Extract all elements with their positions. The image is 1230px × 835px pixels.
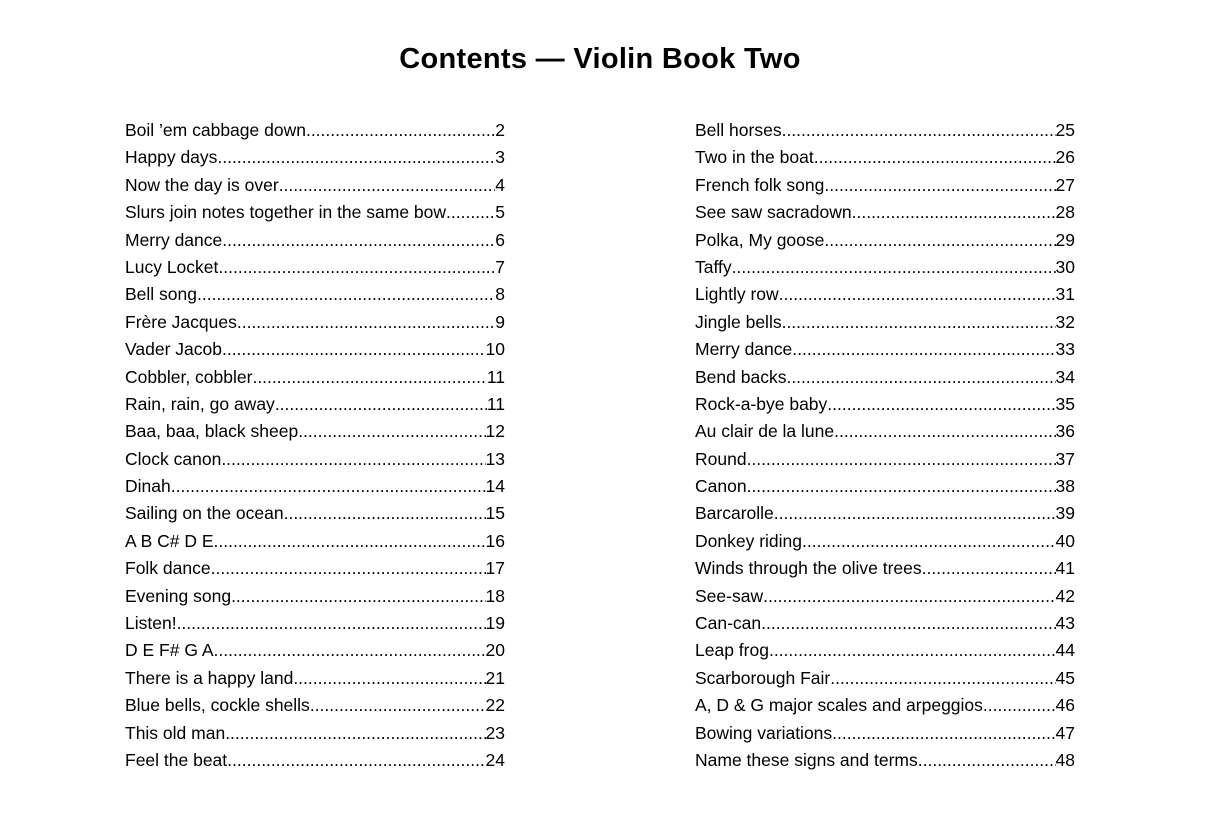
toc-entry xyxy=(695,665,1075,692)
toc-entry-label: Sailing on the ocean xyxy=(125,503,284,524)
toc-entry-page-number: 12 xyxy=(485,421,505,442)
toc-entry-page-number: 11 xyxy=(486,366,505,387)
toc-entry-page-number: 36 xyxy=(1055,421,1075,442)
toc-entry-label: Jingle bells xyxy=(695,311,782,332)
toc-dot-leader xyxy=(747,473,1056,500)
toc-entry-page-number: 4 xyxy=(495,174,505,195)
toc-entry-page-number: 44 xyxy=(1055,640,1075,661)
toc-entry-label: Bell horses xyxy=(695,120,782,140)
toc-entry xyxy=(125,720,505,747)
toc-entry xyxy=(125,747,505,774)
toc-entry-page-number: 46 xyxy=(1055,695,1075,716)
toc-entry xyxy=(125,309,505,336)
toc-dot-leader xyxy=(922,555,1056,582)
toc-entry xyxy=(125,144,505,171)
toc-entry-page-number: 15 xyxy=(485,503,505,524)
toc-column-left xyxy=(125,117,505,774)
toc-dot-leader xyxy=(830,665,1055,692)
toc-entry-page-number: 23 xyxy=(485,722,505,743)
toc-entry-label: Clock canon xyxy=(125,448,222,469)
toc-entry-label: Merry dance xyxy=(125,229,223,250)
toc-entry xyxy=(695,144,1075,171)
toc-entry-label: Donkey riding xyxy=(695,530,802,551)
toc-entry-label: Now the day is over xyxy=(125,174,279,195)
toc-entry xyxy=(125,583,505,610)
toc-entry-page-number: 11 xyxy=(486,393,505,414)
toc-entry-page-number: 21 xyxy=(485,667,505,688)
toc-entry-label: Cobbler, cobbler xyxy=(125,366,253,387)
toc-entry xyxy=(125,500,505,527)
toc-entry-label: Feel the beat xyxy=(125,749,228,770)
toc-entry-page-number: 35 xyxy=(1055,393,1075,414)
toc-entry xyxy=(695,227,1075,254)
toc-dot-leader xyxy=(834,418,1055,445)
toc-entry xyxy=(695,555,1075,582)
toc-entry xyxy=(695,199,1075,226)
toc-dot-leader xyxy=(252,364,486,391)
toc-entry-label: Can-can xyxy=(695,613,762,634)
toc-entry xyxy=(125,418,505,445)
toc-entry-label: Slurs join notes together in the same bow xyxy=(125,202,447,223)
toc-entry xyxy=(125,254,505,281)
toc-dot-leader xyxy=(852,199,1056,226)
toc-entry xyxy=(695,720,1075,747)
toc-entry-page-number: 43 xyxy=(1055,613,1075,634)
toc-entry xyxy=(695,446,1075,473)
toc-entry xyxy=(125,446,505,473)
toc-dot-leader xyxy=(782,117,1056,144)
toc-entry-page-number: 33 xyxy=(1055,339,1075,360)
toc-entry-page-number: 19 xyxy=(485,613,505,634)
toc-dot-leader xyxy=(782,309,1056,336)
toc-entry-label: Canon xyxy=(695,476,747,497)
toc-entry-label: Dinah xyxy=(125,476,171,497)
toc-entry-label: Boil ’em cabbage down xyxy=(125,120,306,140)
toc-entry-page-number: 3 xyxy=(495,147,505,168)
toc-dot-leader xyxy=(231,583,485,610)
toc-entry xyxy=(695,418,1075,445)
toc-dot-leader xyxy=(779,281,1056,308)
toc-entry-page-number: 28 xyxy=(1055,202,1075,223)
toc-entry-page-number: 25 xyxy=(1055,120,1075,140)
toc-entry-label: D E F# G A xyxy=(125,640,214,661)
toc-dot-leader xyxy=(214,637,486,664)
toc-entry-label: Lightly row xyxy=(695,284,779,305)
toc-dot-leader xyxy=(225,720,485,747)
toc-entry-label: Frère Jacques xyxy=(125,311,237,332)
toc-entry-page-number: 32 xyxy=(1055,311,1075,332)
toc-entry xyxy=(125,528,505,555)
toc-dot-leader xyxy=(732,254,1056,281)
toc-entry xyxy=(695,610,1075,637)
toc-dot-leader xyxy=(774,500,1056,527)
toc-entry-label: Rain, rain, go away xyxy=(125,393,275,414)
toc-entry-page-number: 26 xyxy=(1055,147,1075,168)
toc-entry-label: A B C# D E xyxy=(125,530,214,551)
toc-dot-leader xyxy=(222,336,486,363)
toc-entry xyxy=(125,692,505,719)
toc-entry-page-number: 10 xyxy=(485,339,505,360)
toc-entry-label: See-saw xyxy=(695,585,764,606)
toc-dot-leader xyxy=(306,117,495,144)
toc-entry-page-number: 24 xyxy=(485,749,505,770)
toc-dot-leader xyxy=(279,172,496,199)
toc-entry-label: French folk song xyxy=(695,174,825,195)
toc-entry-label: Round xyxy=(695,448,747,469)
toc-dot-leader xyxy=(769,637,1056,664)
toc-entry-page-number: 39 xyxy=(1055,503,1075,524)
toc-dot-leader xyxy=(218,254,495,281)
toc-dot-leader xyxy=(747,446,1056,473)
toc-entry-label: Winds through the olive trees xyxy=(695,558,922,579)
toc-dot-leader xyxy=(227,747,485,774)
toc-entry xyxy=(125,637,505,664)
toc-dot-leader xyxy=(222,227,495,254)
toc-entry xyxy=(125,610,505,637)
toc-entry xyxy=(695,747,1075,774)
toc-dot-leader xyxy=(177,610,486,637)
toc-entry xyxy=(695,692,1075,719)
toc-entry-label: Leap frog xyxy=(695,640,769,661)
toc-entry xyxy=(125,555,505,582)
page-title: Contents — Violin Book Two xyxy=(399,43,801,75)
toc-entry-page-number: 48 xyxy=(1055,749,1075,770)
toc-entry-page-number: 22 xyxy=(485,695,505,716)
toc-entry-page-number: 45 xyxy=(1055,667,1075,688)
toc-entry xyxy=(125,391,505,418)
contents-section xyxy=(125,42,1075,774)
toc-dot-leader xyxy=(786,364,1055,391)
toc-entry xyxy=(125,227,505,254)
toc-entry-page-number: 5 xyxy=(495,202,505,223)
toc-entry xyxy=(695,281,1075,308)
toc-entry-page-number: 17 xyxy=(485,558,505,579)
toc-entry-label: Bell song xyxy=(125,284,197,305)
toc-entry-label: Blue bells, cockle shells xyxy=(125,695,310,716)
toc-dot-leader xyxy=(310,692,486,719)
toc-entry-label: Vader Jacob xyxy=(125,339,222,360)
toc-entry-page-number: 13 xyxy=(485,448,505,469)
toc-column-right xyxy=(695,117,1075,774)
toc-entry-label: See saw sacradown xyxy=(695,202,852,223)
toc-dot-leader xyxy=(983,692,1056,719)
toc-entry-page-number: 42 xyxy=(1055,585,1075,606)
toc-entry-page-number: 37 xyxy=(1055,448,1075,469)
toc-entry xyxy=(125,117,505,144)
toc-entry xyxy=(695,336,1075,363)
toc-dot-leader xyxy=(221,446,485,473)
toc-entry-page-number: 7 xyxy=(495,256,505,277)
toc-entry-label: Lucy Locket xyxy=(125,256,219,277)
toc-dot-leader xyxy=(211,555,486,582)
toc-entry xyxy=(125,172,505,199)
toc-dot-leader xyxy=(827,391,1055,418)
toc-entry-label: Bend backs xyxy=(695,366,787,387)
toc-entry-label: There is a happy land xyxy=(125,667,294,688)
toc-entry-label: This old man xyxy=(125,722,226,743)
toc-entry xyxy=(125,364,505,391)
toc-entry xyxy=(125,665,505,692)
toc-entry-label: Baa, baa, black sheep xyxy=(125,421,299,442)
toc-dot-leader xyxy=(284,500,486,527)
toc-dot-leader xyxy=(824,227,1055,254)
toc-entry-page-number: 27 xyxy=(1055,174,1075,195)
toc-entry-label: Merry dance xyxy=(695,339,793,360)
toc-entry xyxy=(695,637,1075,664)
toc-entry-page-number: 16 xyxy=(485,530,505,551)
toc-entry xyxy=(125,199,505,226)
toc-entry xyxy=(695,364,1075,391)
toc-dot-leader xyxy=(824,172,1055,199)
toc-entry xyxy=(125,473,505,500)
toc-dot-leader xyxy=(298,418,485,445)
toc-entry-page-number: 14 xyxy=(485,476,505,497)
toc-entry-label: Bowing variations xyxy=(695,722,833,743)
toc-entry-label: Name these signs and terms xyxy=(695,749,918,770)
toc-entry-label: A, D & G major scales and arpeggios xyxy=(695,695,983,716)
toc-entry-page-number: 40 xyxy=(1055,530,1075,551)
toc-entry xyxy=(695,500,1075,527)
toc-entry-page-number: 34 xyxy=(1055,366,1075,387)
toc-dot-leader xyxy=(275,391,487,418)
toc-entry xyxy=(695,172,1075,199)
toc-entry-label: Listen! xyxy=(125,613,177,634)
toc-dot-leader xyxy=(761,610,1055,637)
toc-dot-leader xyxy=(792,336,1055,363)
toc-dot-leader xyxy=(293,665,485,692)
toc-columns xyxy=(125,117,1075,774)
toc-dot-leader xyxy=(197,281,495,308)
toc-dot-leader xyxy=(802,528,1056,555)
toc-dot-leader xyxy=(214,528,486,555)
toc-entry-label: Barcarolle xyxy=(695,503,774,524)
toc-entry-page-number: 41 xyxy=(1055,558,1075,579)
toc-entry-page-number: 20 xyxy=(485,640,505,661)
toc-entry-label: Scarborough Fair xyxy=(695,667,831,688)
toc-entry xyxy=(695,254,1075,281)
toc-entry-page-number: 30 xyxy=(1055,256,1075,277)
toc-entry-page-number: 47 xyxy=(1055,722,1075,743)
toc-entry-label: Happy days xyxy=(125,147,218,168)
toc-entry-page-number: 6 xyxy=(495,229,505,250)
toc-dot-leader xyxy=(918,747,1056,774)
toc-entry-label: Polka, My goose xyxy=(695,229,825,250)
toc-entry xyxy=(695,528,1075,555)
toc-entry-page-number: 9 xyxy=(495,311,505,332)
toc-entry-page-number: 8 xyxy=(495,284,505,305)
toc-entry-label: Taffy xyxy=(695,256,732,277)
toc-entry-page-number: 29 xyxy=(1055,229,1075,250)
toc-entry xyxy=(125,336,505,363)
toc-entry-label: Rock-a-bye baby xyxy=(695,393,828,414)
toc-entry-label: Folk dance xyxy=(125,558,211,579)
toc-dot-leader xyxy=(814,144,1056,171)
toc-entry-page-number: 31 xyxy=(1055,284,1075,305)
toc-entry xyxy=(695,583,1075,610)
toc-dot-leader xyxy=(237,309,495,336)
toc-dot-leader xyxy=(446,199,495,226)
toc-dot-leader xyxy=(832,720,1055,747)
toc-dot-leader xyxy=(217,144,495,171)
toc-entry-page-number: 18 xyxy=(485,585,505,606)
toc-entry-page-number: 2 xyxy=(495,120,505,140)
toc-entry xyxy=(695,473,1075,500)
toc-entry-label: Evening song xyxy=(125,585,232,606)
toc-dot-leader xyxy=(763,583,1055,610)
toc-dot-leader xyxy=(171,473,486,500)
toc-entry-label: Au clair de la lune xyxy=(695,421,835,442)
toc-entry xyxy=(695,309,1075,336)
toc-entry-label: Two in the boat xyxy=(695,147,814,168)
toc-entry xyxy=(695,117,1075,144)
toc-entry xyxy=(695,391,1075,418)
toc-entry-page-number: 38 xyxy=(1055,476,1075,497)
toc-entry xyxy=(125,281,505,308)
